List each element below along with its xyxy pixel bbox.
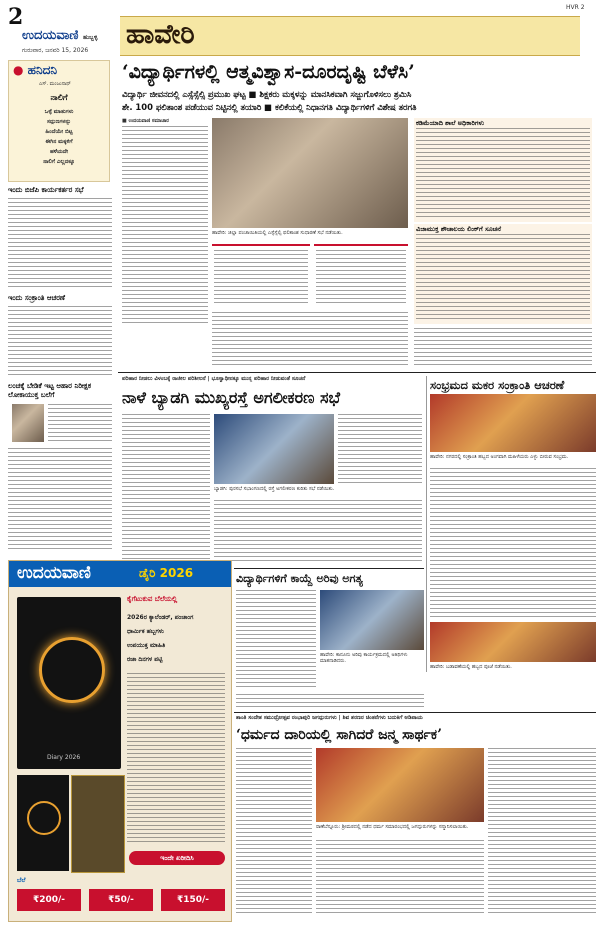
meeting-headline: ನಾಳೆ ಬ್ಯಾಡಗಿ ಮುಖ್ಯರಸ್ತೆ ಅಗಲೀಕರಣ ಸಭೆ bbox=[122, 388, 341, 407]
divider bbox=[234, 568, 424, 569]
diary-cover-black bbox=[17, 597, 121, 769]
story1-body bbox=[8, 198, 112, 290]
feature-item: ಉಪಯುಕ್ತ ಮಾಹಿತಿ bbox=[127, 642, 166, 649]
lead-sidebar-1 bbox=[414, 118, 592, 222]
poem-line: ನಾಲಿಗೆ ಎಲ್ಲದಕ್ಕೂ bbox=[43, 159, 75, 165]
kayde-caption: ಹಾವೇರಿ: ಕಾನೂನು ಅರಿವು ಕಾರ್ಯಕ್ರಮದಲ್ಲಿ ಅತಿಥಿಗಳು ಮಾತನಾಡಿದರು. bbox=[320, 652, 408, 664]
lead-quote-2 bbox=[314, 244, 408, 310]
kayde-headline: ವಿದ್ಯಾರ್ಥಿಗಳಿಗೆ ಕಾಯ್ದೆ ಅರಿವು ಅಗತ್ಯ bbox=[236, 572, 363, 585]
story2-title: ಇಂದು ಸಂಕ್ರಾಂತಿ ಆಚರಣೆ bbox=[8, 294, 66, 302]
quote-body bbox=[214, 250, 308, 306]
page-number: 2 bbox=[8, 4, 24, 30]
story2-body bbox=[8, 306, 112, 378]
dharma-kicker: ಶಾಂತಿ ಸಂದೇಶ ಸಮುದ್ರೋತ್ಸವ ರಂಭಾಪುರಿ ಜಗದ್ಗುರುಗಳು | ಶಿವ ಶರಣರ ಚಿಂತನೆಗಳು ಬದುಕಿಗೆ ಅಡಿಪಾಯ bbox=[236, 715, 423, 721]
kayde-body-1 bbox=[236, 590, 316, 690]
ad-brand: ಉದಯವಾಣಿ bbox=[17, 563, 91, 583]
meeting-body-3 bbox=[214, 500, 422, 564]
eclipse-icon bbox=[27, 801, 61, 835]
poem-line: ಈಗಿನ ಮಕ್ಕಳಿಗೆ bbox=[45, 139, 73, 145]
meeting-kicker: ಪರಿಹಾರ ನೀಡಲು ವಿಳಂಬಕ್ಕೆ ರಾಜೀಲ ಪರಿಶೀಲನೆ | ಭೂಸ್ವಾಧೀನಕ್ಕೂ ಮುನ್ನ ಪರಿಹಾರ ನೀಡುವಂತೆ ಸೂಚನೆ bbox=[122, 376, 306, 382]
lead-photo bbox=[212, 118, 408, 228]
drop-icon: ● bbox=[13, 63, 24, 77]
dharma-photo bbox=[316, 748, 484, 822]
feature-item: ರಜಾ ದಿನಗಳ ಪಟ್ಟಿ bbox=[127, 656, 163, 663]
hanidani-logo bbox=[13, 63, 57, 78]
meeting-body-1 bbox=[122, 414, 210, 564]
lead-body-right bbox=[414, 328, 592, 368]
column-title: ನಾಲಿಗೆ bbox=[50, 93, 68, 102]
divider bbox=[426, 376, 427, 672]
eclipse-icon bbox=[39, 637, 105, 703]
quote-body bbox=[316, 250, 406, 306]
suspect-photo bbox=[12, 404, 44, 442]
brand-sub: ಹುಬ್ಬಳ್ಳಿ bbox=[83, 34, 98, 41]
story1-title: ಇಂದು ಬಿಜೆಪಿ ಕಾರ್ಯಕರ್ತರ ಸಭೆ bbox=[8, 186, 84, 194]
lead-sidebar-2 bbox=[414, 224, 592, 324]
lead-deck-1: ವಿದ್ಯಾರ್ಥಿ ಜೀವನದಲ್ಲಿ ಎಸ್ಸೆಸ್ಸೆಲ್ಸಿ ಪ್ರಮುಖ ಘಟ್ಟ ■ ಶಿಕ್ಷಕರು ಮಕ್ಕಳನ್ನು ಮಾನಸಿಕವಾಗಿ ಸಜ್ಜುಗೊಳಿಸಲು ಶ್ರಮಿಸಿ bbox=[122, 89, 412, 99]
ad-details bbox=[127, 673, 225, 843]
ad-header bbox=[9, 561, 231, 587]
sankranti-caption-2: ಹಾವೇರಿ: ಬಡಾವಣೆಯಲ್ಲಿ ಹಬ್ಬದ ಪೂಜೆ ನಡೆಯಿತು. bbox=[430, 664, 512, 670]
kayde-photo bbox=[320, 590, 424, 650]
poem-line: ಹಳೆಯದೇ bbox=[49, 149, 69, 155]
ad-title: ಡೈರಿ 2026 bbox=[139, 566, 194, 580]
price-2: ₹50/- bbox=[89, 889, 153, 911]
lead-body-col1 bbox=[122, 126, 208, 326]
poem-line: ಹಿಂದೆಯೇ ಬಿಟ್ಟ bbox=[45, 129, 73, 135]
buy-now-button[interactable]: ಇಂದೇ ಖರೀದಿಸಿ bbox=[129, 851, 225, 865]
hanidani-column bbox=[8, 60, 110, 182]
meeting-body-2 bbox=[338, 414, 422, 484]
sidebar-body bbox=[416, 234, 590, 322]
story3-body-a bbox=[48, 404, 112, 444]
dharma-headline: ‘ಧರ್ಮದ ದಾರಿಯಲ್ಲಿ ಸಾಗಿದರೆ ಜನ್ಮ ಸಾರ್ಥಕ’ bbox=[236, 727, 442, 743]
dharma-body-1 bbox=[236, 748, 312, 916]
section-banner bbox=[120, 16, 580, 56]
brand-name bbox=[22, 28, 98, 43]
section-title: ಹಾವೇರಿ bbox=[126, 19, 195, 50]
diary-ad bbox=[8, 560, 232, 922]
sidebar-title: ಕಡಿಮೆಯಾದಿ ಶಾಲೆ ಅಧಿಕಾರಿಗಳು bbox=[416, 119, 485, 127]
lead-headline: ‘ವಿದ್ಯಾರ್ಥಿಗಳಲ್ಲಿ ಆತ್ಮವಿಶ್ವಾಸ-ದೂರದೃಷ್ಟಿ ಬೆಳೆಸಿ’ bbox=[122, 61, 415, 83]
lead-caption: ಹಾವೇರಿ: ಜಿಲ್ಲಾ ಪಂಚಾಯಿತಿಯಲ್ಲಿ ಎಸ್ಸೆಸ್ಸೆಲ್ಸಿ ಫಲಿತಾಂಶ ಸುಧಾರಣೆ ಸಭೆ ನಡೆಯಿತು. bbox=[212, 230, 343, 236]
ad-features bbox=[127, 611, 225, 667]
date-line: ಗುರುವಾರ, ಜನವರಿ 15, 2026 bbox=[22, 47, 89, 54]
price-label: ಬೆಲೆ bbox=[17, 877, 26, 884]
sankranti-caption: ಹಾವೇರಿ: ನಗರದಲ್ಲಿ ಸಂಕ್ರಾಂತಿ ಹಬ್ಬದ ಅಂಗವಾಗಿ ಮಹಿಳೆಯರು ಎಳ್ಳು ಬೀರುವ ಸಂಭ್ರಮ. bbox=[430, 454, 569, 460]
meeting-caption: ಬ್ಯಾಡಗಿ: ಪುರಸಭೆ ಸಭಾಂಗಣದಲ್ಲಿ ರಸ್ತೆ ಅಗಲೀಕರಣ ಕುರಿತು ಸಭೆ ನಡೆಯಿತು. bbox=[214, 486, 335, 492]
lead-quote-1 bbox=[212, 244, 310, 310]
ad-tagline: ಕೈಗೆಟುಕುವ ಬೆಲೆಯಲ್ಲಿ bbox=[127, 595, 178, 603]
sankranti-body bbox=[430, 468, 596, 618]
lead-deck-2: ಶೇ. 100 ಫಲಿತಾಂಶ ಪಡೆಯುವ ನಿಟ್ಟಿನಲ್ಲಿ ತಯಾರಿ ■ ಕಲಿಕೆಯಲ್ಲಿ ನಿಧಾನಗತಿ ವಿದ್ಯಾರ್ಥಿಗಳಿಗೆ ವಿಶೇಷ ತರಗತಿ bbox=[122, 102, 417, 112]
lead-body-bottom bbox=[212, 312, 408, 368]
poem-line: ಒಳ್ಳೆ ಮಾತುಗಳು bbox=[44, 109, 74, 115]
diary-cover-black-2 bbox=[17, 775, 69, 871]
dharma-caption: ರಾಣೆಬೆನ್ನೂರು: ಶ್ರೀಮಠದಲ್ಲಿ ನಡೆದ ಧರ್ಮ ಸಮಾರಂಭದಲ್ಲಿ ಜಗದ್ಗುರುಗಳನ್ನು ಸನ್ಮಾನಿಸಲಾಯಿತು. bbox=[316, 824, 469, 830]
story3-title: ಲಂಚಕ್ಕೆ ಬೇಡಿಕೆ ಇಟ್ಟ ಆಹಾರ ನಿರೀಕ್ಷಕ ಲೋಕಾಯುಕ್ತ ಬಲೆಗೆ bbox=[8, 382, 91, 399]
sidebar-title: ವಿಜಾಮುಕ್ತ ಶೌಚಾಲಯ ಲಿಂಕ್‌ಗೆ ಸೂಚನೆ bbox=[416, 225, 501, 233]
price-1: ₹200/- bbox=[17, 889, 81, 911]
feature-item: ಧಾರ್ಮಿಕ ಹಬ್ಬಗಳು bbox=[127, 628, 164, 635]
cover-text: Diary 2026 bbox=[47, 754, 81, 761]
poem-line: ಸದ್ಗುಣಗಳನ್ನು bbox=[47, 119, 71, 125]
dharma-body-3 bbox=[488, 748, 596, 916]
poem bbox=[9, 107, 109, 167]
author: ಎಸ್. ಮಂಜುನಾಥ್ bbox=[39, 81, 71, 87]
diary-cover-gold bbox=[71, 775, 125, 873]
kayde-body-2 bbox=[236, 694, 424, 708]
meeting-photo bbox=[214, 414, 334, 484]
lead-dateline: ■ ಉದಯವಾಣಿ ಸಮಾಚಾರ bbox=[122, 118, 169, 124]
dharma-body-2 bbox=[316, 840, 484, 916]
sankranti-photo-2 bbox=[430, 622, 596, 662]
price-row bbox=[17, 889, 225, 911]
feature-item: 2026ರ ಕ್ಯಾಲೆಂಡರ್, ಪಂಚಾಂಗ bbox=[127, 614, 194, 621]
story3-body-b bbox=[8, 448, 112, 552]
price-3: ₹150/- bbox=[161, 889, 225, 911]
divider bbox=[118, 372, 596, 373]
sidebar-body bbox=[416, 128, 590, 220]
sankranti-photo bbox=[430, 394, 596, 452]
brand-text: ಉದಯವಾಣಿ bbox=[22, 28, 79, 43]
sankranti-headline: ಸಂಭ್ರಮದ ಮಕರ ಸಂಕ್ರಾಂತಿ ಆಚರಣೆ bbox=[430, 378, 565, 392]
divider bbox=[234, 712, 596, 713]
logo-text: ಹನಿದನಿ bbox=[27, 63, 58, 77]
edition-tag: HVR 2 bbox=[566, 4, 585, 11]
